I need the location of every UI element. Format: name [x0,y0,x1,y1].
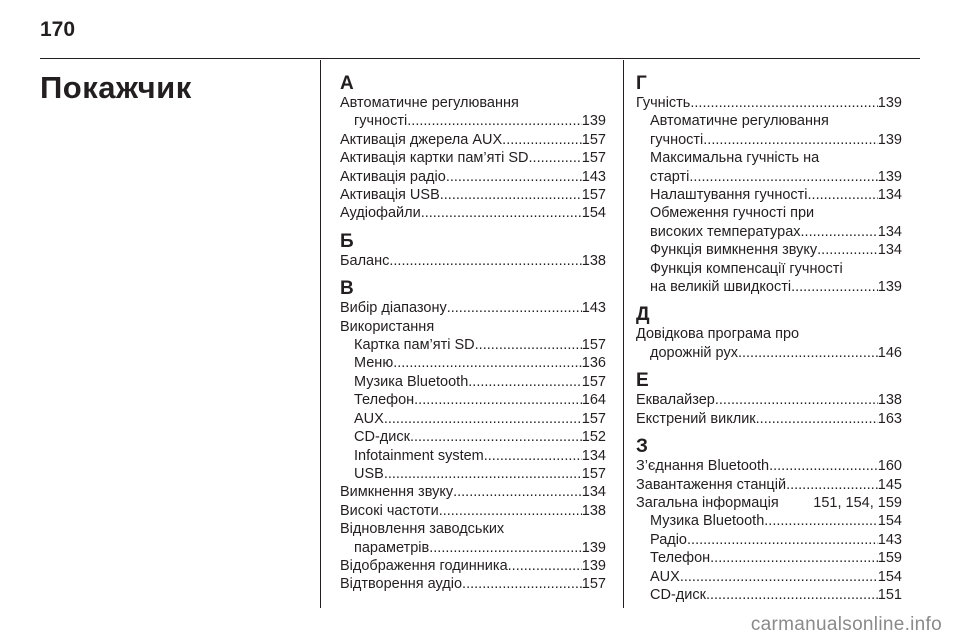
entry-label: Активація USB [340,187,440,204]
entry-label: AUX [650,568,680,585]
index-entry [340,465,606,483]
index-entry [636,568,902,586]
entry-label: Активація джерела AUX [340,131,503,148]
entry-label: Використання [340,318,435,335]
index-letter: А [340,73,354,94]
index-entry [340,299,606,317]
entry-label: Музика Bluetooth [354,373,469,390]
entry-row [636,278,902,296]
entry-row [340,131,606,149]
index-entry [340,410,606,428]
leader-dots [706,586,878,604]
leader-dots [421,204,582,222]
entry-label: високих температурах [650,223,801,240]
index-group [636,371,902,428]
entry-row [340,149,606,167]
leader-dots [791,278,878,296]
entry-row [636,531,902,549]
index-entry [636,531,902,549]
leader-dots [453,483,582,501]
entry-page: 143 [581,168,606,185]
entry-page: 139 [581,557,606,574]
leader-dots [689,168,877,186]
entry-page: 146 [877,344,902,361]
entry-page: 143 [581,300,606,317]
entry-label: З’єднання Bluetooth [636,458,770,475]
entry-page: 151 [877,586,902,603]
entry-row [636,131,902,149]
index-entry [340,575,606,593]
entry-row [636,568,902,586]
entry-row [636,391,902,409]
leader-dots [389,252,581,270]
leader-dots [447,299,582,317]
index-entry [340,447,606,465]
entry-page: 154 [581,205,606,222]
entry-row [636,476,902,494]
entry-row [340,447,606,465]
entry-row [340,483,606,501]
index-group [636,305,902,362]
entry-row [340,410,606,428]
entry-label: Гучність [636,95,691,111]
column-divider-left [320,60,321,608]
entry-row [636,494,902,512]
entry-label: CD-диск [650,586,706,603]
entry-row [340,391,606,409]
entry-page: 138 [877,392,902,409]
leader-dots [769,457,878,475]
index-entry [340,391,606,409]
top-rule [40,58,920,59]
leader-dots [407,112,582,130]
entry-label-line: Автоматичне регулювання [340,95,519,111]
entry-label: гучності [354,113,408,130]
entry-label: Infotainment system [354,447,484,464]
entry-row [636,457,902,475]
index-column-2 [636,74,902,604]
entry-page: 134 [581,484,606,501]
entry-row [340,299,606,317]
entry-row [340,539,606,557]
entry-label: CD-диск [354,429,410,446]
entry-row [340,336,606,354]
entry-page: 163 [877,410,902,427]
watermark: carmanualsonline.info [750,614,942,635]
index-letter: Б [340,230,354,252]
entry-row [636,586,902,604]
index-entry [340,252,606,270]
entry-page: 157 [581,576,606,593]
index-entry [636,476,902,494]
leader-dots [468,373,582,391]
index-entry [636,457,902,475]
index-entry [340,557,606,575]
entry-page: 134 [581,447,606,464]
entry-row [340,186,606,204]
entry-label: Вимкнення звуку [340,484,454,501]
entry-page: 157 [581,465,606,482]
index-entry [340,373,606,391]
leader-dots [715,391,878,409]
entry-page: 139 [877,95,902,111]
index-letter: Г [636,73,647,94]
index-entry [340,204,606,222]
entry-page: 157 [581,150,606,167]
entry-page: 134 [877,223,902,240]
entry-label: AUX [354,410,384,427]
entry-row [636,344,902,362]
leader-dots [484,447,582,465]
leader-dots [801,223,878,241]
entry-page: 138 [581,502,606,519]
entry-label-line: Довідкова програма про [636,326,800,343]
entry-label: Телефон [354,392,415,409]
index-entry [636,186,902,204]
entry-label: Радіо [650,531,688,548]
index-entry [340,186,606,204]
entry-label: гучності [650,131,704,148]
index-entry [340,168,606,186]
entry-page: 139 [581,539,606,556]
index-entry [636,204,902,241]
entry-row [636,241,902,259]
index-entry [340,502,606,520]
entry-page: 134 [877,242,902,259]
entry-label: Завантаження станцій [636,476,787,493]
index-entry [340,520,606,557]
entry-page: 136 [581,355,606,372]
leader-dots [786,476,878,494]
leader-dots [502,131,582,149]
leader-dots [703,131,878,149]
entry-label-line: Функція компенсації гучності [650,260,843,277]
entry-row [636,186,902,204]
entry-page: 154 [877,513,902,530]
entry-label: Вибір діапазону [340,300,447,317]
entry-label: Екстрений виклик [636,410,756,427]
entry-label: старті [650,168,690,185]
entry-row [340,112,606,130]
entry-row [636,410,902,428]
entry-row [340,575,606,593]
entry-row [340,502,606,520]
entry-label-line: Максимальна гучність на [650,150,820,167]
index-entry [340,318,606,336]
entry-row [340,465,606,483]
entry-page: 157 [581,131,606,148]
entry-label: Активація радіо [340,168,446,185]
index-entry [636,94,902,112]
index-letter: Д [636,304,650,326]
entry-row [636,223,902,241]
entry-label: дорожній рух [650,344,738,361]
entry-label: Загальна інформація [636,494,779,511]
entry-page: 159 [877,550,902,567]
index-entry [636,391,902,409]
entry-label: Музика Bluetooth [650,513,765,530]
leader-dots [414,391,582,409]
index-entry [636,410,902,428]
leader-dots [439,502,582,520]
entry-label: Еквалайзер [636,392,715,409]
entry-page: 143 [877,531,902,548]
entry-row [340,373,606,391]
leader-dots [738,344,878,362]
entry-page: 139 [877,168,902,185]
index-letter: В [340,278,354,300]
entry-label: Відтворення аудіо [340,576,463,593]
entry-page: 151, 154, 159 [813,494,902,511]
entry-label: Картка пам’яті SD [354,337,475,354]
entry-page: 164 [581,392,606,409]
leader-dots [680,568,878,586]
leader-dots [384,410,582,428]
leader-dots [508,557,582,575]
entry-page: 154 [877,568,902,585]
leader-dots [808,186,878,204]
entry-row [340,428,606,446]
leader-dots [393,354,582,372]
leader-dots [440,186,582,204]
entry-page: 157 [581,410,606,427]
entry-label: Телефон [650,550,711,567]
entry-page: 157 [581,187,606,204]
entry-row [340,354,606,372]
leader-dots [529,149,582,167]
leader-dots [687,531,878,549]
index-entry [636,260,902,297]
index-entry [636,549,902,567]
entry-label: Баланс [340,252,390,269]
leader-dots [817,241,878,259]
entry-page: 139 [877,131,902,148]
index-entry [636,512,902,530]
index-column-1 [340,74,606,594]
entry-page: 138 [581,252,606,269]
index-letter: Е [636,370,649,392]
entry-row [340,252,606,270]
leader-dots [429,539,582,557]
index-group [340,74,606,223]
entry-row [340,557,606,575]
entry-row [636,512,902,530]
index-entry [340,483,606,501]
entry-label: Функція вимкнення звуку [650,242,818,259]
index-entry [636,494,902,512]
entry-label-line: Автоматичне регулювання [650,113,829,130]
entry-label: Меню [354,355,394,372]
entry-page: 157 [581,373,606,390]
entry-row [636,549,902,567]
index-entry [340,149,606,167]
entry-label: на великій швидкості [650,279,792,296]
column-divider-right [623,60,624,608]
page-number: 170 [40,18,76,41]
entry-row [340,168,606,186]
index-entry [636,241,902,259]
entry-row [636,168,902,186]
entry-label: Відображення годинника [340,557,508,574]
index-group [636,437,902,604]
entry-page: 152 [581,429,606,446]
leader-dots [446,168,582,186]
entry-row [340,204,606,222]
entry-page: 145 [877,476,902,493]
leader-dots [462,575,582,593]
entry-label: USB [354,465,384,482]
entry-label: Високі частоти [340,502,439,519]
leader-dots [710,549,878,567]
entry-label: Аудіофайли [340,205,421,222]
entry-page: 139 [877,279,902,296]
entry-page: 160 [877,458,902,475]
index-group [636,74,902,296]
entry-label: Налаштування гучності [650,187,808,204]
leader-dots [384,465,582,483]
leader-dots [475,336,582,354]
index-group [340,232,606,270]
index-entry [636,112,902,149]
index-entry [340,354,606,372]
entry-page: 134 [877,187,902,204]
entry-page: 139 [581,113,606,130]
leader-dots [756,410,878,428]
entry-label: параметрів [354,539,430,556]
entry-row [636,94,902,112]
section-title: Покажчик [40,70,192,105]
leader-dots [410,428,582,446]
index-entry [636,325,902,362]
index-entry [340,336,606,354]
index-entry [340,131,606,149]
entry-page: 157 [581,337,606,354]
entry-label-line: Відновлення заводських [340,521,505,538]
index-entry [340,94,606,131]
leader-dots [764,512,878,530]
index-group [340,279,606,594]
index-entry [636,586,902,604]
leader-dots [690,94,877,112]
entry-label: Активація картки пам’яті SD [340,150,529,167]
entry-label-line: Обмеження гучності при [650,205,815,222]
index-entry [636,149,902,186]
index-entry [340,428,606,446]
entry-row [340,318,606,336]
index-letter: З [636,436,648,458]
